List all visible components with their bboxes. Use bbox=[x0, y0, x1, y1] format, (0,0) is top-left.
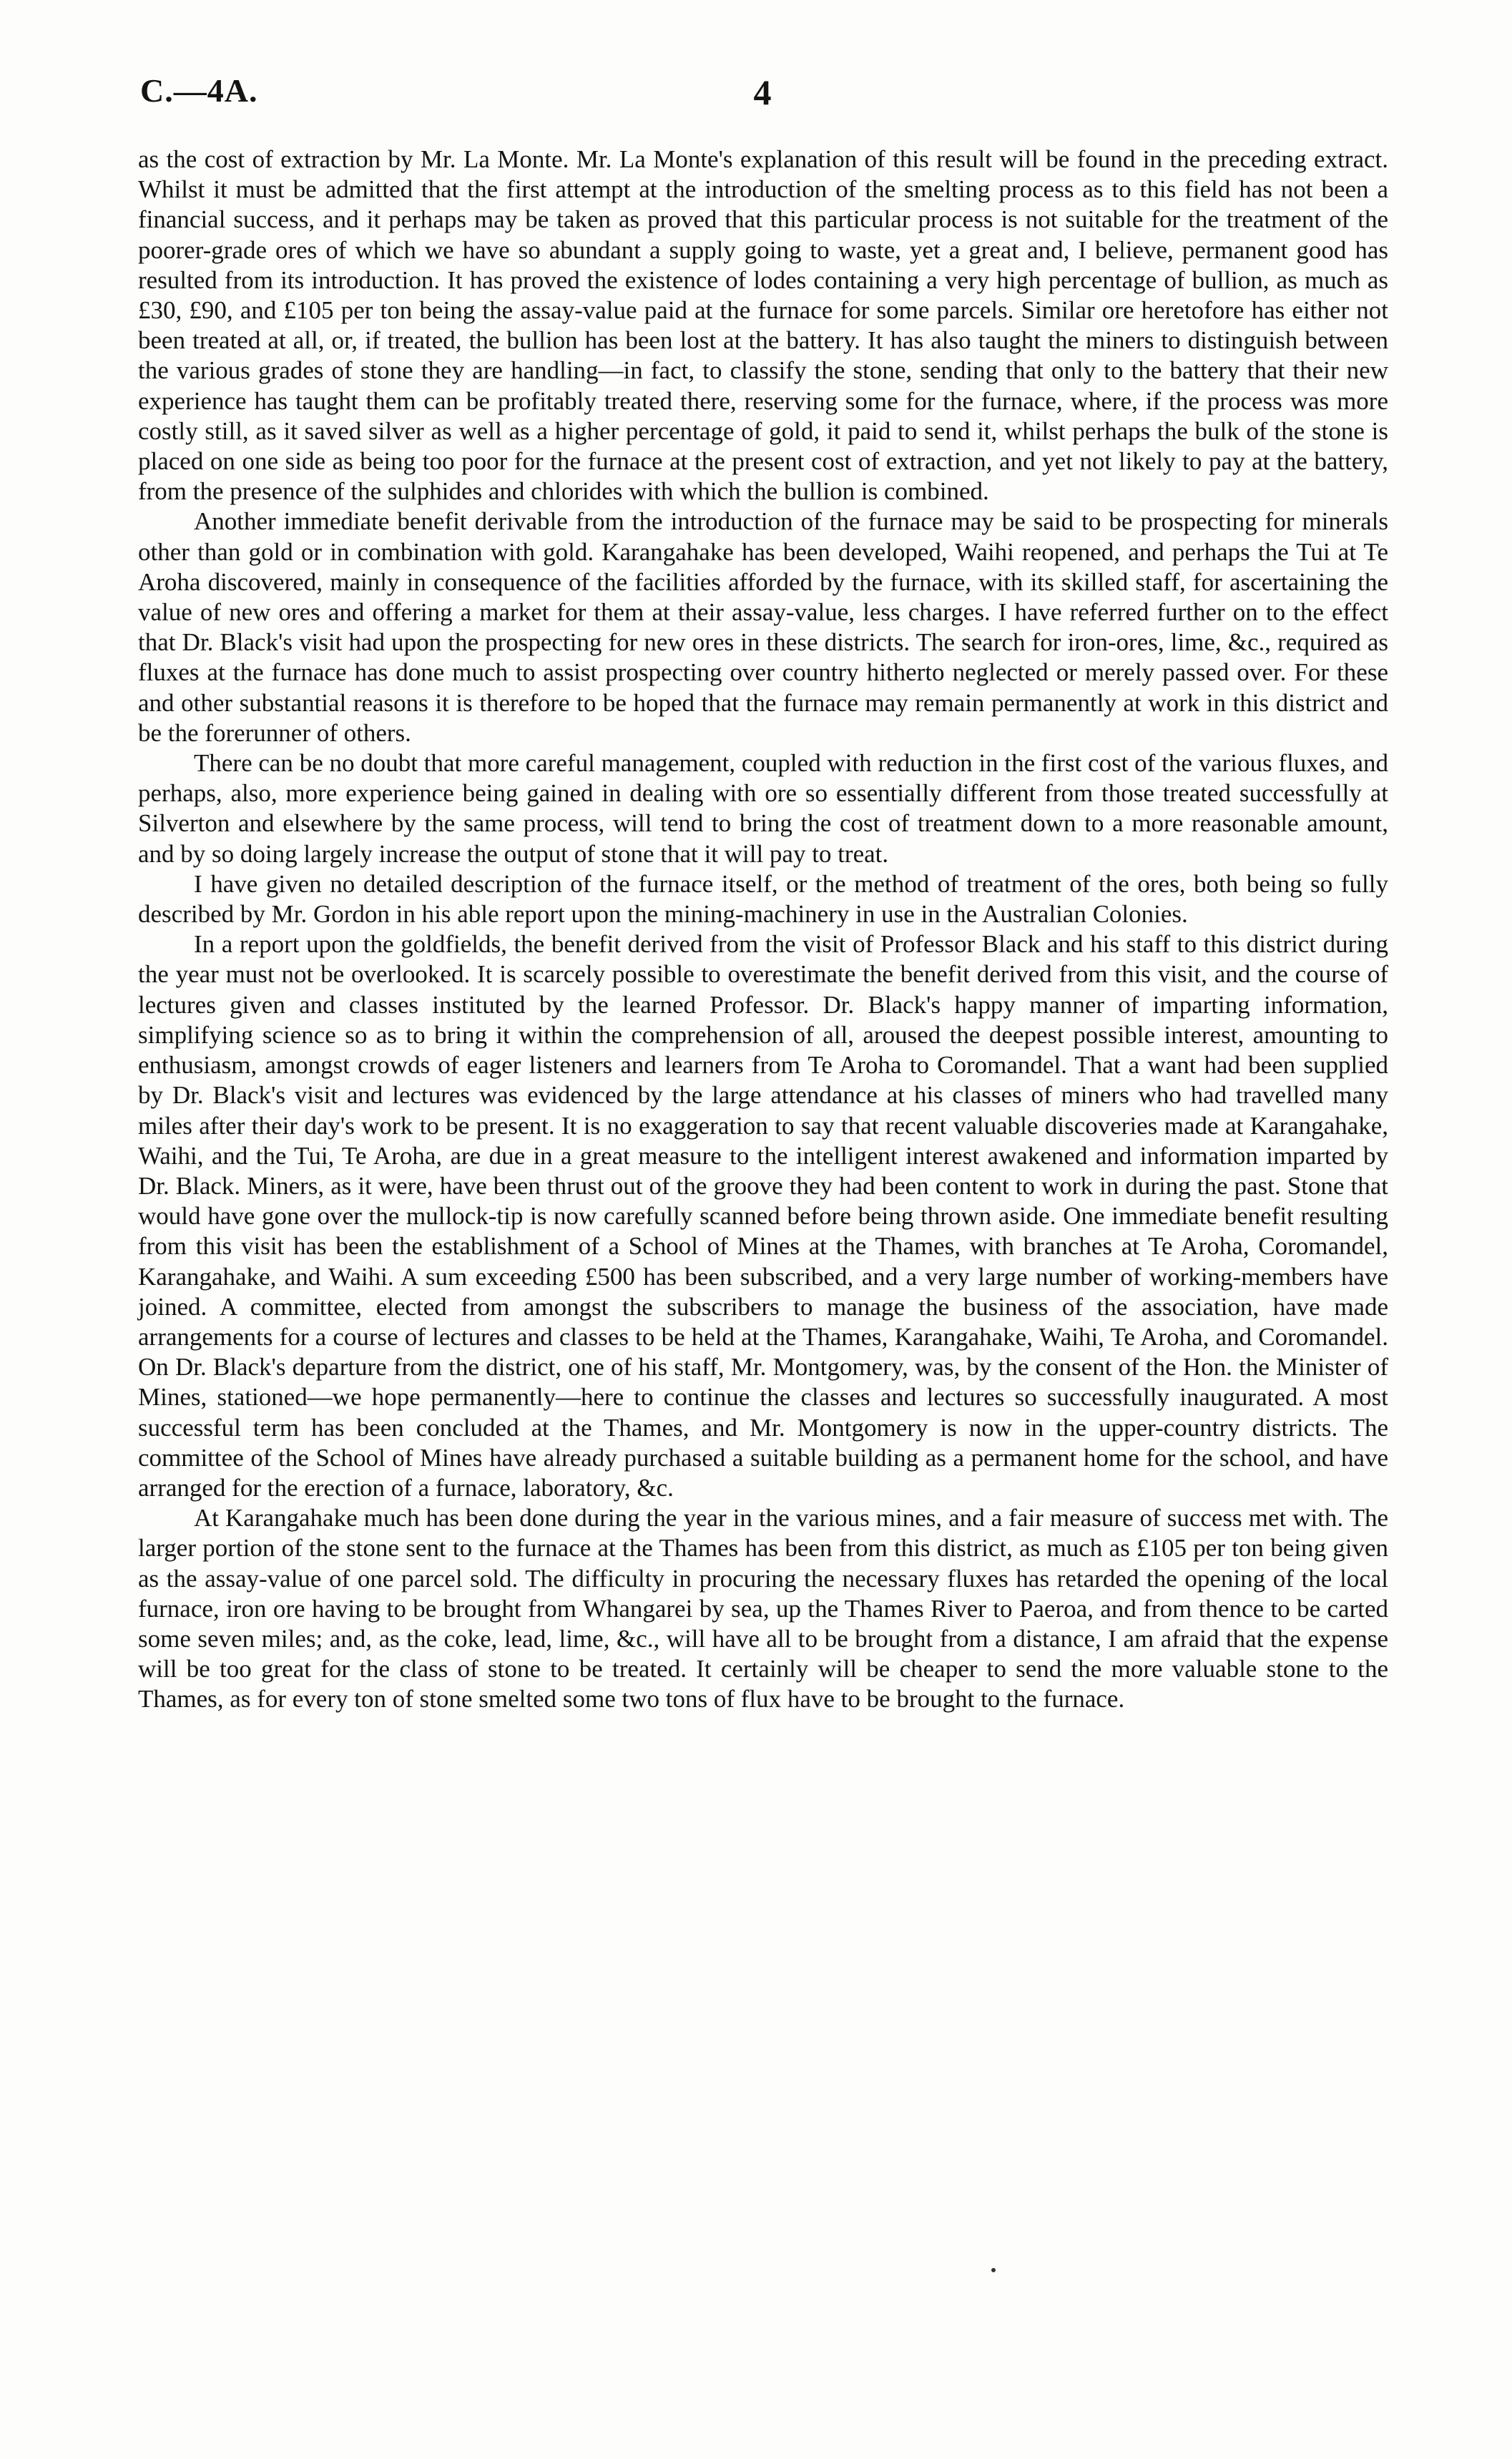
paragraph: I have given no detailed description of the furnace itself, or the method of treatment of the ores, both being so fully described by Mr. Gordon in his able report upon the mining-machinery in use in the Australian Colonies. bbox=[138, 869, 1388, 929]
paragraph-continued: as the cost of extraction by Mr. La Monte. Mr. La Monte's explanation of this result will be found in the preceding extract. Whilst it must be admitted that the first attempt at the introduction of the smelting process as to this field has not been a financial success, and it perhaps may be taken as proved that this particular process is not suitable for the treatment of the poorer-grade ores of which we have so abundant a supply going to waste, yet a great and, I believe, permanent good has resulted from its introduction. It has proved the existence of lodes containing a very high percentage of bullion, as much as £30, £90, and £105 per ton being the assay-value paid at the furnace for some parcels. Similar ore heretofore has either not been treated at all, or, if treated, the bullion has been lost at the battery. It has also taught the miners to distinguish between the various grades of stone they are handling—in fact, to classify the stone, sending that only to the battery that their new experience has taught them can be profitably treated there, reserving some for the furnace, where, if the process was more costly still, as it saved silver as well as a higher percentage of gold, it paid to send it, whilst perhaps the bulk of the stone is placed on one side as being too poor for the furnace at the present cost of extraction, and yet not likely to pay at the battery, from the presence of the sulphides and chlorides with which the bullion is combined. bbox=[138, 145, 1388, 506]
document-reference: C.—4A. bbox=[140, 72, 258, 109]
page-header bbox=[140, 72, 1385, 129]
paragraph: In a report upon the goldfields, the benefit derived from the visit of Professor Black and his staff to this district during the year must not be overlooked. It is scarcely possible to overestimate the benefit derived from this visit, and the course of lectures given and classes instituted by the learned Professor. Dr. Black's happy manner of imparting information, simplifying science so as to bring it within the comprehension of all, aroused the deepest possible interest, amounting to enthusiasm, amongst crowds of eager listeners and learners from Te Aroha to Coromandel. That a want had been supplied by Dr. Black's visit and lectures was evidenced by the large attendance at his classes of miners who had travelled many miles after their day's work to be present. It is no exaggeration to say that recent valuable discoveries made at Karangahake, Waihi, and the Tui, Te Aroha, are due in a great measure to the intelligent interest awakened and information imparted by Dr. Black. Miners, as it were, have been thrust out of the groove they had been content to work in during the past. Stone that would have gone over the mullock-tip is now carefully scanned before being thrown aside. One immediate benefit resulting from this visit has been the establishment of a School of Mines at the Thames, with branches at Te Aroha, Coromandel, Karangahake, and Waihi. A sum exceeding £500 has been subscribed, and a very large number of working-members have joined. A committee, elected from amongst the subscribers to manage the business of the association, have made arrangements for a course of lectures and classes to be held at the Thames, Karangahake, Waihi, Te Aroha, and Coromandel. On Dr. Black's departure from the district, one of his staff, Mr. Montgomery, was, by the consent of the Hon. the Minister of Mines, stationed—we hope permanently—here to continue the classes and lectures so successfully inaugurated. A most successful term has been concluded at the Thames, and Mr. Montgomery is now in the upper-country districts. The committee of the School of Mines have already purchased a suitable building as a permanent home for the school, and have arranged for the erection of a furnace, laboratory, &c. bbox=[138, 930, 1388, 1502]
body-text bbox=[138, 145, 1388, 1715]
page-number: 4 bbox=[753, 72, 772, 112]
paragraph: Another immediate benefit derivable from the introduction of the furnace may be said to be prospecting for minerals other than gold or in combination with gold. Karangahake has been developed, Waihi reopened, and perhaps the Tui at Te Aroha discovered, mainly in consequence of the facilities afforded by the furnace, with its skilled staff, for ascertaining the value of new ores and offering a market for them at their assay-value, less charges. I have referred further on to the effect that Dr. Black's visit had upon the prospecting for new ores in these districts. The search for iron-ores, lime, &c., required as fluxes at the furnace has done much to assist prospecting over country hitherto neglected or merely passed over. For these and other substantial reasons it is therefore to be hoped that the furnace may remain permanently at work in this district and be the forerunner of others. bbox=[138, 507, 1388, 747]
paragraph: At Karangahake much has been done during the year in the various mines, and a fair measure of success met with. The larger portion of the stone sent to the furnace at the Thames has been from this district, as much as £105 per ton being given as the assay-value of one parcel sold. The difficulty in procuring the necessary fluxes has retarded the opening of the local furnace, iron ore having to be brought from Whangarei by sea, up the Thames River to Paeroa, and from thence to be carted some seven miles; and, as the coke, lead, lime, &c., will have all to be brought from a distance, I am afraid that the expense will be too great for the class of stone to be treated. It certainly will be cheaper to send the more valuable stone to the Thames, as for every ton of stone smelted some two tons of flux have to be brought to the furnace. bbox=[138, 1504, 1388, 1714]
stray-ink-mark bbox=[991, 2268, 996, 2272]
paragraph: There can be no doubt that more careful management, coupled with reduction in the first cost of the various fluxes, and perhaps, also, more experience being gained in dealing with ore so essentially different from those treated successfully at Silverton and elsewhere by the same process, will tend to bring the cost of treatment down to a more reasonable amount, and by so doing largely increase the output of stone that it will pay to treat. bbox=[138, 749, 1388, 868]
